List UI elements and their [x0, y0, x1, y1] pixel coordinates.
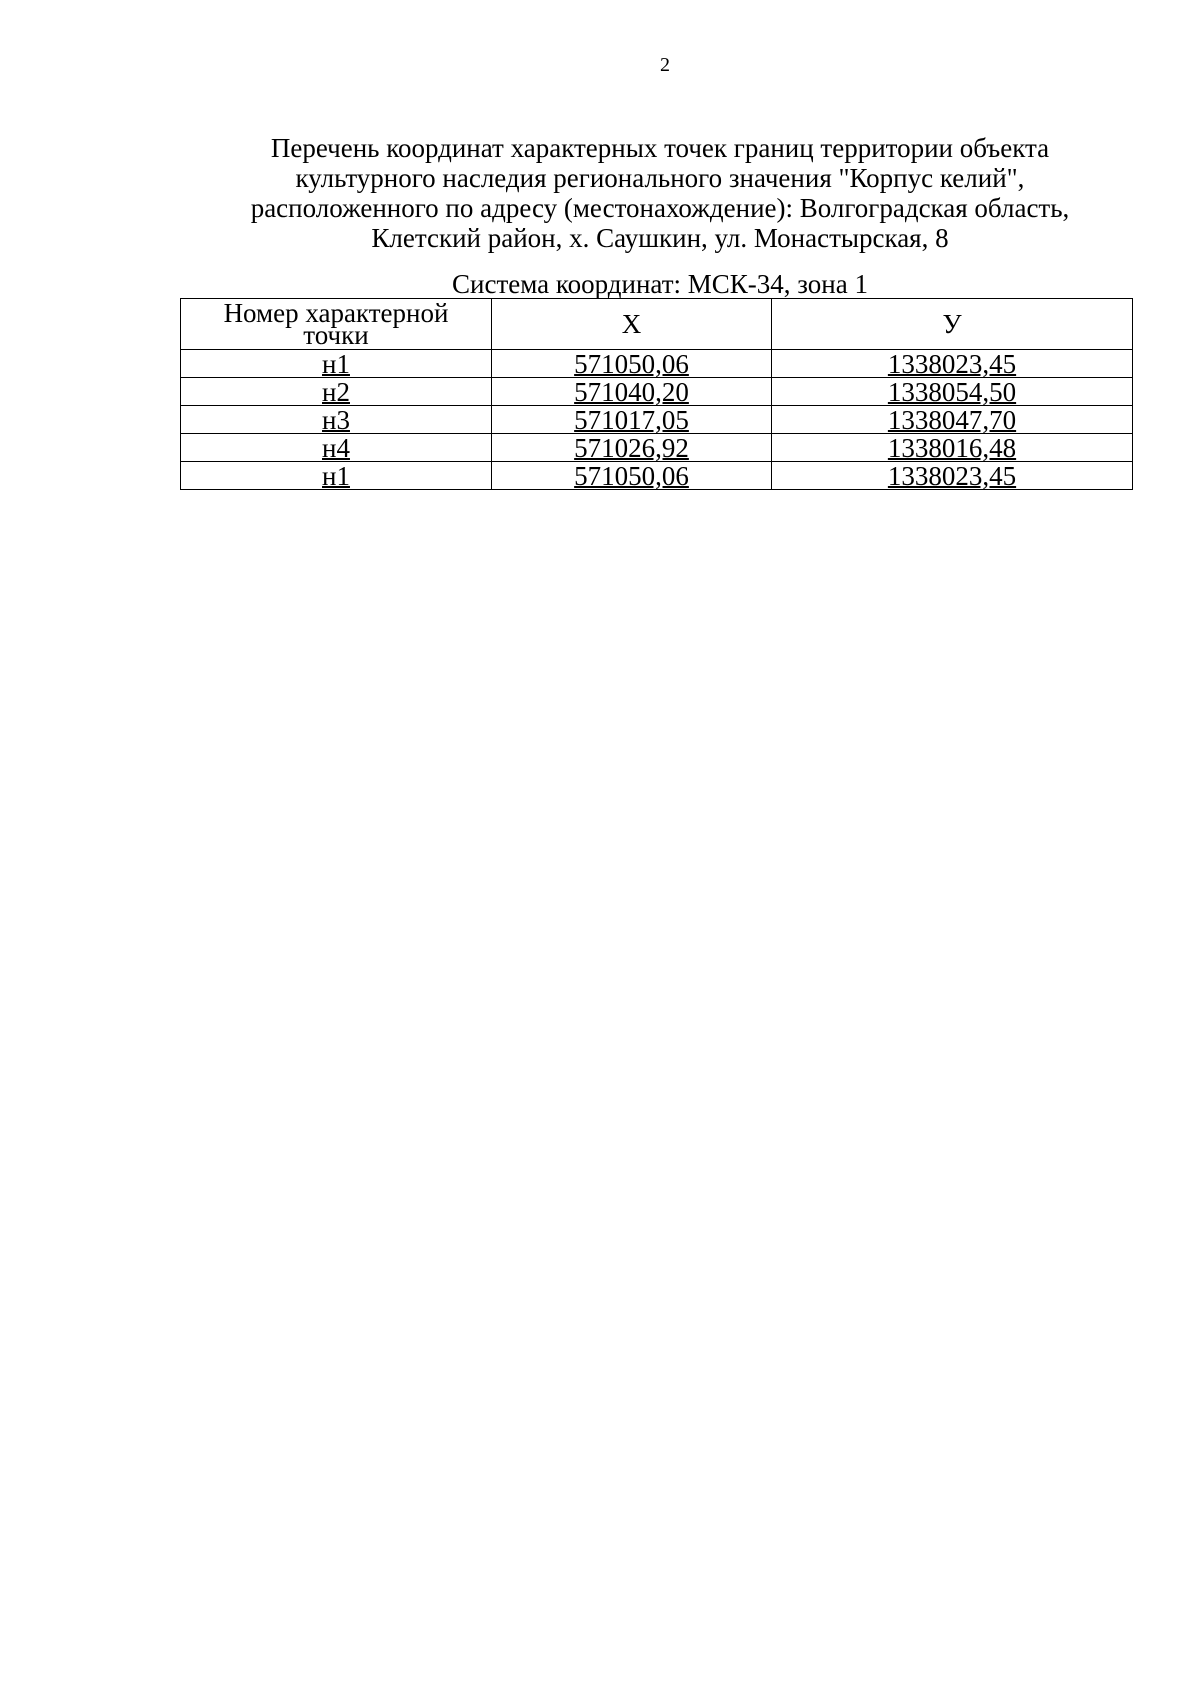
cell-point-text: н1	[322, 461, 350, 491]
cell-point-text: н2	[322, 377, 350, 407]
cell-y-text: 1338016,48	[887, 433, 1017, 463]
cell-y	[772, 406, 1133, 434]
cell-x	[492, 378, 772, 406]
title-line-3: расположенного по адресу (местонахождение): Волгоградская область,	[250, 193, 1070, 223]
cell-y	[772, 378, 1133, 406]
table-header-row	[181, 299, 1133, 350]
coordinate-system-caption: Система координат: МСК-34, зона 1	[452, 269, 868, 299]
cell-x	[492, 350, 772, 378]
cell-y-text: 1338023,45	[887, 461, 1017, 491]
cell-point	[181, 406, 492, 434]
header-point-number	[181, 299, 492, 350]
cell-point	[181, 434, 492, 462]
cell-x	[492, 462, 772, 490]
cell-x-text: 571040,20	[574, 377, 689, 407]
header-point-number-line-2: точки	[303, 320, 369, 350]
cell-point	[181, 350, 492, 378]
title-line-4: Клетский район, х. Саушкин, ул. Монастырская, 8	[371, 223, 949, 253]
cell-x-text: 571050,06	[574, 461, 689, 491]
cell-x-text: 571050,06	[574, 349, 689, 379]
cell-point-text: н4	[322, 433, 350, 463]
cell-x-text: 571026,92	[574, 433, 689, 463]
table-row	[181, 406, 1133, 434]
cell-y-text: 1338047,70	[887, 405, 1017, 435]
document-title	[180, 133, 1140, 253]
cell-y	[772, 350, 1133, 378]
title-line-1: Перечень координат характерных точек границ территории объекта	[270, 133, 1050, 163]
table-row	[181, 462, 1133, 490]
cell-y	[772, 462, 1133, 490]
coordinates-table	[180, 298, 1133, 490]
table-row	[181, 434, 1133, 462]
cell-point	[181, 378, 492, 406]
table-row	[181, 350, 1133, 378]
header-y: У	[772, 299, 1133, 350]
cell-y-text: 1338023,45	[887, 349, 1017, 379]
cell-point	[181, 462, 492, 490]
table-row	[181, 378, 1133, 406]
cell-x	[492, 434, 772, 462]
page-number: 2	[660, 54, 670, 76]
cell-y-text: 1338054,50	[887, 377, 1017, 407]
title-line-2: культурного наследия регионального значения "Корпус келий",	[295, 163, 1025, 193]
cell-x	[492, 406, 772, 434]
header-x: X	[492, 299, 772, 350]
header-point-number-line-1: Номер характерной	[223, 298, 449, 328]
cell-y	[772, 434, 1133, 462]
cell-x-text: 571017,05	[574, 405, 689, 435]
cell-point-text: н1	[322, 349, 350, 379]
cell-point-text: н3	[322, 405, 350, 435]
